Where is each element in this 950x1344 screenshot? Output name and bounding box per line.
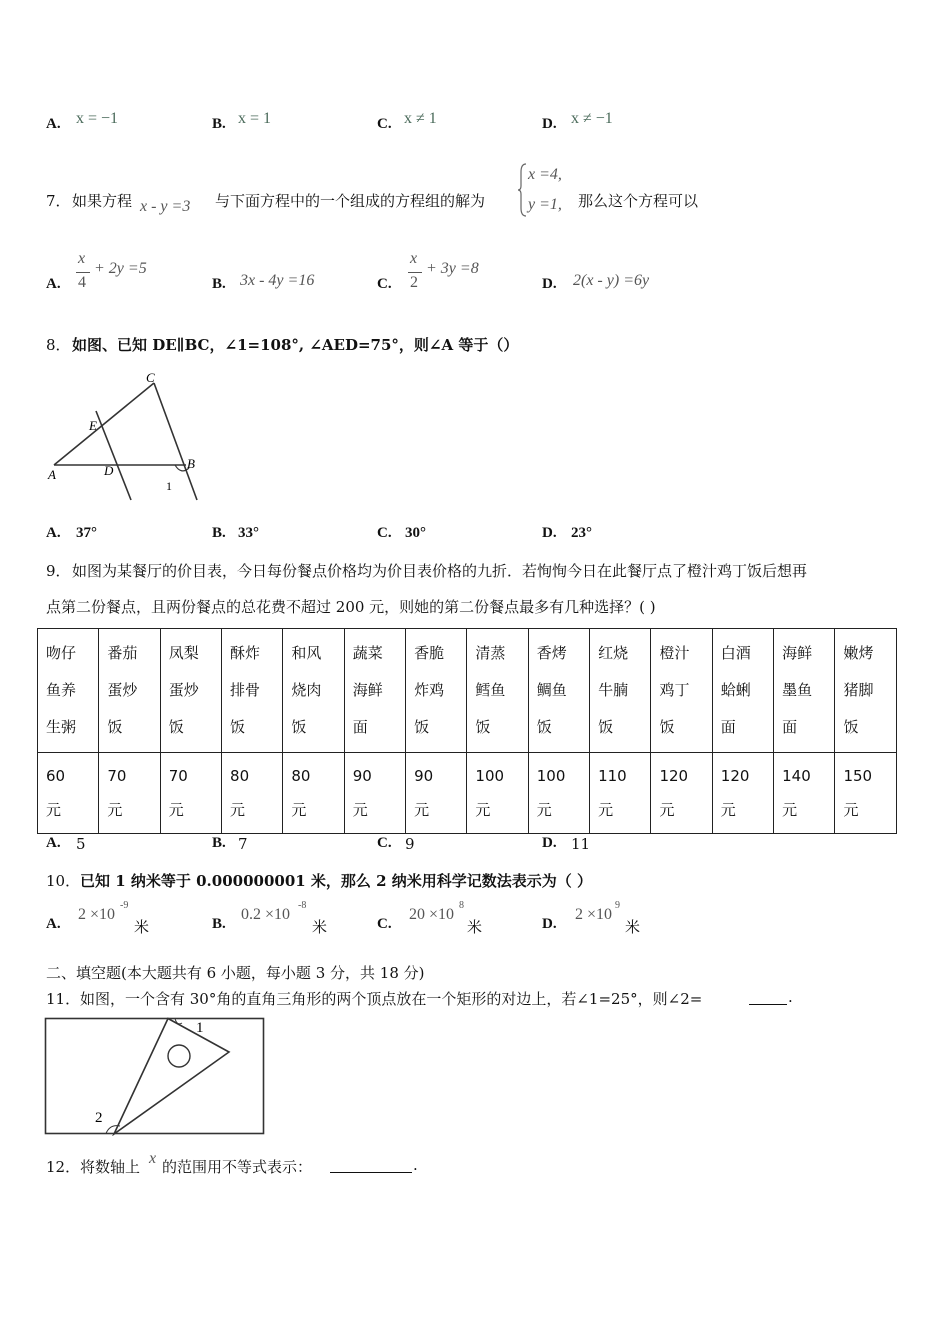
q8-options	[0, 525, 950, 547]
q10-option-c-exp: 8	[459, 900, 464, 911]
q9-options	[0, 835, 950, 857]
menu-item-name: 蔬菜 海鲜 面	[344, 629, 405, 753]
q11-answer-blank[interactable]	[749, 1004, 787, 1005]
line-CB	[154, 383, 197, 500]
triangle-hole	[168, 1045, 190, 1067]
menu-item-price: 90 元	[344, 753, 405, 834]
q12-text-a: 将数轴上	[80, 1158, 141, 1176]
fig-label-2: 2	[95, 1110, 103, 1126]
menu-item-price: 70 元	[99, 753, 160, 834]
q7-option-d-text: 2(x - y) =6y	[573, 272, 650, 289]
section-heading: 二、填空题(本大题共有 6 小题，每小题 3 分，共 18 分)	[46, 964, 425, 982]
q6-option-c-text: x ≠ 1	[404, 110, 437, 127]
q8-option-d-text: 23°	[571, 525, 592, 541]
menu-item-price: 100 元	[528, 753, 589, 834]
triangle	[114, 1019, 229, 1135]
q9-option-a-text: 5	[76, 835, 86, 853]
q11-figure	[44, 1016, 266, 1136]
q6-option-d-text: x ≠ −1	[571, 110, 613, 127]
q6-option-c-label: C.	[377, 116, 392, 132]
menu-item-name: 酥炸 排骨 饭	[222, 629, 283, 753]
q10-option-b-exp: -8	[298, 900, 307, 911]
menu-item-price: 80 元	[283, 753, 344, 834]
q6-option-a-text: x = −1	[76, 110, 119, 127]
q10-text: 已知 1 纳米等于 0.000000001 米，那么 2 纳米用科学记数法表示为（ ）	[80, 872, 593, 890]
q8-text: 如图、已知 DE∥BC，∠1=108°, ∠AED=75°，则∠A 等于（）	[72, 336, 519, 354]
q7-option-c-fraction-bar	[408, 272, 422, 273]
fig-label-1: 1	[196, 1020, 204, 1036]
q12-blank-end: .	[413, 1156, 418, 1174]
menu-item-price: 110 元	[590, 753, 651, 834]
q9-price-table	[37, 628, 897, 834]
q6-option-a-label: A.	[46, 116, 61, 132]
q6-option-b-label: B.	[212, 116, 226, 132]
q7-text-c: 那么这个方程可以	[578, 192, 699, 210]
q10-option-b-unit: 米	[312, 918, 328, 936]
q10-options	[0, 900, 950, 940]
table-row-names	[38, 629, 897, 753]
q7-equation: x - y =3	[140, 198, 191, 215]
q7-system-line2: y =1,	[528, 196, 562, 213]
q11-text: 如图，一个含有 30°角的直角三角形的两个顶点放在一个矩形的对边上，若∠1=25°，则∠2=	[80, 990, 703, 1008]
menu-item-price: 120 元	[712, 753, 773, 834]
q9-line1: 如图为某餐厅的价目表，今日每份餐点价格均为价目表价格的九折．若恂恂今日在此餐厅点了橙汁鸡丁饭后想再	[72, 562, 808, 580]
line-ED	[96, 411, 131, 500]
rectangle	[46, 1019, 264, 1134]
fig-label-a: A	[48, 467, 56, 482]
q9-option-b-text: 7	[238, 835, 248, 853]
q9-option-a-label: A.	[46, 835, 61, 851]
q9-option-d-label: D.	[542, 835, 557, 851]
q9-line2: 点第二份餐点，且两份餐点的总花费不超过 200 元，则她的第二份餐点最多有几种选择？( )	[46, 598, 656, 616]
fig-label-e: E	[89, 418, 97, 433]
menu-item-name: 红烧 牛腩 饭	[590, 629, 651, 753]
q7-option-c-den: 2	[410, 274, 418, 291]
menu-item-price: 150 元	[835, 753, 897, 834]
menu-item-name: 嫩烤 猪脚 饭	[835, 629, 897, 753]
fig-label-c: C	[146, 372, 155, 385]
q7-option-c-label: C.	[377, 276, 392, 292]
q7-text-a: 如果方程	[72, 192, 133, 210]
q10-option-a-label: A.	[46, 916, 61, 932]
q6-options	[0, 108, 950, 138]
q7-number: 7．	[46, 192, 71, 210]
menu-item-name: 凤梨 蛋炒 饭	[160, 629, 221, 753]
fig-label-b: B	[187, 456, 195, 471]
line-AC	[54, 383, 154, 465]
menu-item-name: 番茄 蛋炒 饭	[99, 629, 160, 753]
q8-option-c-label: C.	[377, 525, 392, 541]
q10-option-b-base: 0.2 ×10	[241, 906, 291, 923]
q10-option-b-label: B.	[212, 916, 226, 932]
q7-stem	[0, 160, 950, 220]
menu-item-name: 香脆 炸鸡 饭	[406, 629, 467, 753]
menu-item-price: 90 元	[406, 753, 467, 834]
q12-text-b: 的范围用不等式表示：	[162, 1158, 313, 1176]
menu-item-name: 清蒸 鳕鱼 饭	[467, 629, 528, 753]
q7-option-a-den: 4	[78, 274, 86, 291]
q9-option-d-text: 11	[571, 835, 591, 853]
menu-item-name: 吻仔 鱼养 生粥	[38, 629, 99, 753]
q7-options	[0, 250, 950, 298]
menu-item-name: 白酒 蛤蜊 面	[712, 629, 773, 753]
q10-option-c-label: C.	[377, 916, 392, 932]
menu-item-name: 海鲜 墨鱼 面	[774, 629, 835, 753]
q8-number: 8．	[46, 336, 71, 354]
table-row-prices	[38, 753, 897, 834]
q10-number: 10．	[46, 872, 81, 890]
q12-answer-blank[interactable]	[330, 1172, 412, 1173]
q8-stem	[0, 332, 950, 356]
q12-stem	[0, 1150, 950, 1176]
q10-option-a-unit: 米	[134, 918, 150, 936]
q10-stem	[0, 868, 950, 890]
q12-variable: x	[149, 1150, 157, 1167]
q10-option-d-unit: 米	[625, 918, 641, 936]
q10-option-d-base: 2 ×10	[575, 906, 613, 923]
q9-option-c-text: 9	[405, 835, 415, 853]
q8-option-a-label: A.	[46, 525, 61, 541]
q8-option-c-text: 30°	[405, 525, 426, 541]
q7-option-a-num: x	[78, 250, 86, 267]
q9-stem	[0, 558, 950, 622]
q12-number: 12．	[46, 1158, 81, 1176]
q11-number: 11．	[46, 990, 81, 1008]
q10-option-a-base: 2 ×10	[78, 906, 116, 923]
q7-option-d-label: D.	[542, 276, 557, 292]
q10-option-d-label: D.	[542, 916, 557, 932]
q9-number: 9．	[46, 562, 71, 580]
q8-option-b-text: 33°	[238, 525, 259, 541]
menu-item-price: 80 元	[222, 753, 283, 834]
menu-item-price: 70 元	[160, 753, 221, 834]
q7-system-brace	[518, 162, 528, 218]
menu-item-price: 140 元	[774, 753, 835, 834]
q7-text-b: 与下面方程中的一个组成的方程组的解为	[215, 192, 486, 210]
menu-item-name: 和风 烧肉 饭	[283, 629, 344, 753]
q8-figure	[44, 372, 214, 506]
q9-option-b-label: B.	[212, 835, 226, 851]
fig-label-1: 1	[166, 479, 172, 493]
menu-item-price: 100 元	[467, 753, 528, 834]
fig-label-d: D	[104, 463, 114, 478]
q8-option-b-label: B.	[212, 525, 226, 541]
q7-option-c-num: x	[410, 250, 418, 267]
menu-item-name: 橙汁 鸡丁 饭	[651, 629, 712, 753]
menu-item-name: 香烤 鲷鱼 饭	[528, 629, 589, 753]
q7-system-line1: x =4,	[528, 166, 562, 183]
q7-option-c-rest: + 3y =8	[426, 260, 479, 277]
q8-option-a-text: 37°	[76, 525, 97, 541]
q7-option-a-label: A.	[46, 276, 61, 292]
q7-option-b-text: 3x - 4y =16	[240, 272, 315, 289]
q10-option-d-exp: 9	[615, 900, 620, 911]
q6-option-d-label: D.	[542, 116, 557, 132]
q6-option-b-text: x = 1	[238, 110, 272, 127]
q11-blank-end: .	[788, 988, 793, 1006]
q10-option-c-unit: 米	[467, 918, 483, 936]
q7-option-a-fraction-bar	[76, 272, 90, 273]
menu-item-price: 120 元	[651, 753, 712, 834]
q7-option-a-rest: + 2y =5	[94, 260, 147, 277]
q9-option-c-label: C.	[377, 835, 392, 851]
q11-stem	[0, 986, 950, 1008]
q10-option-c-base: 20 ×10	[409, 906, 455, 923]
q7-option-b-label: B.	[212, 276, 226, 292]
q8-option-d-label: D.	[542, 525, 557, 541]
menu-item-price: 60 元	[38, 753, 99, 834]
q10-option-a-exp: -9	[120, 900, 129, 911]
